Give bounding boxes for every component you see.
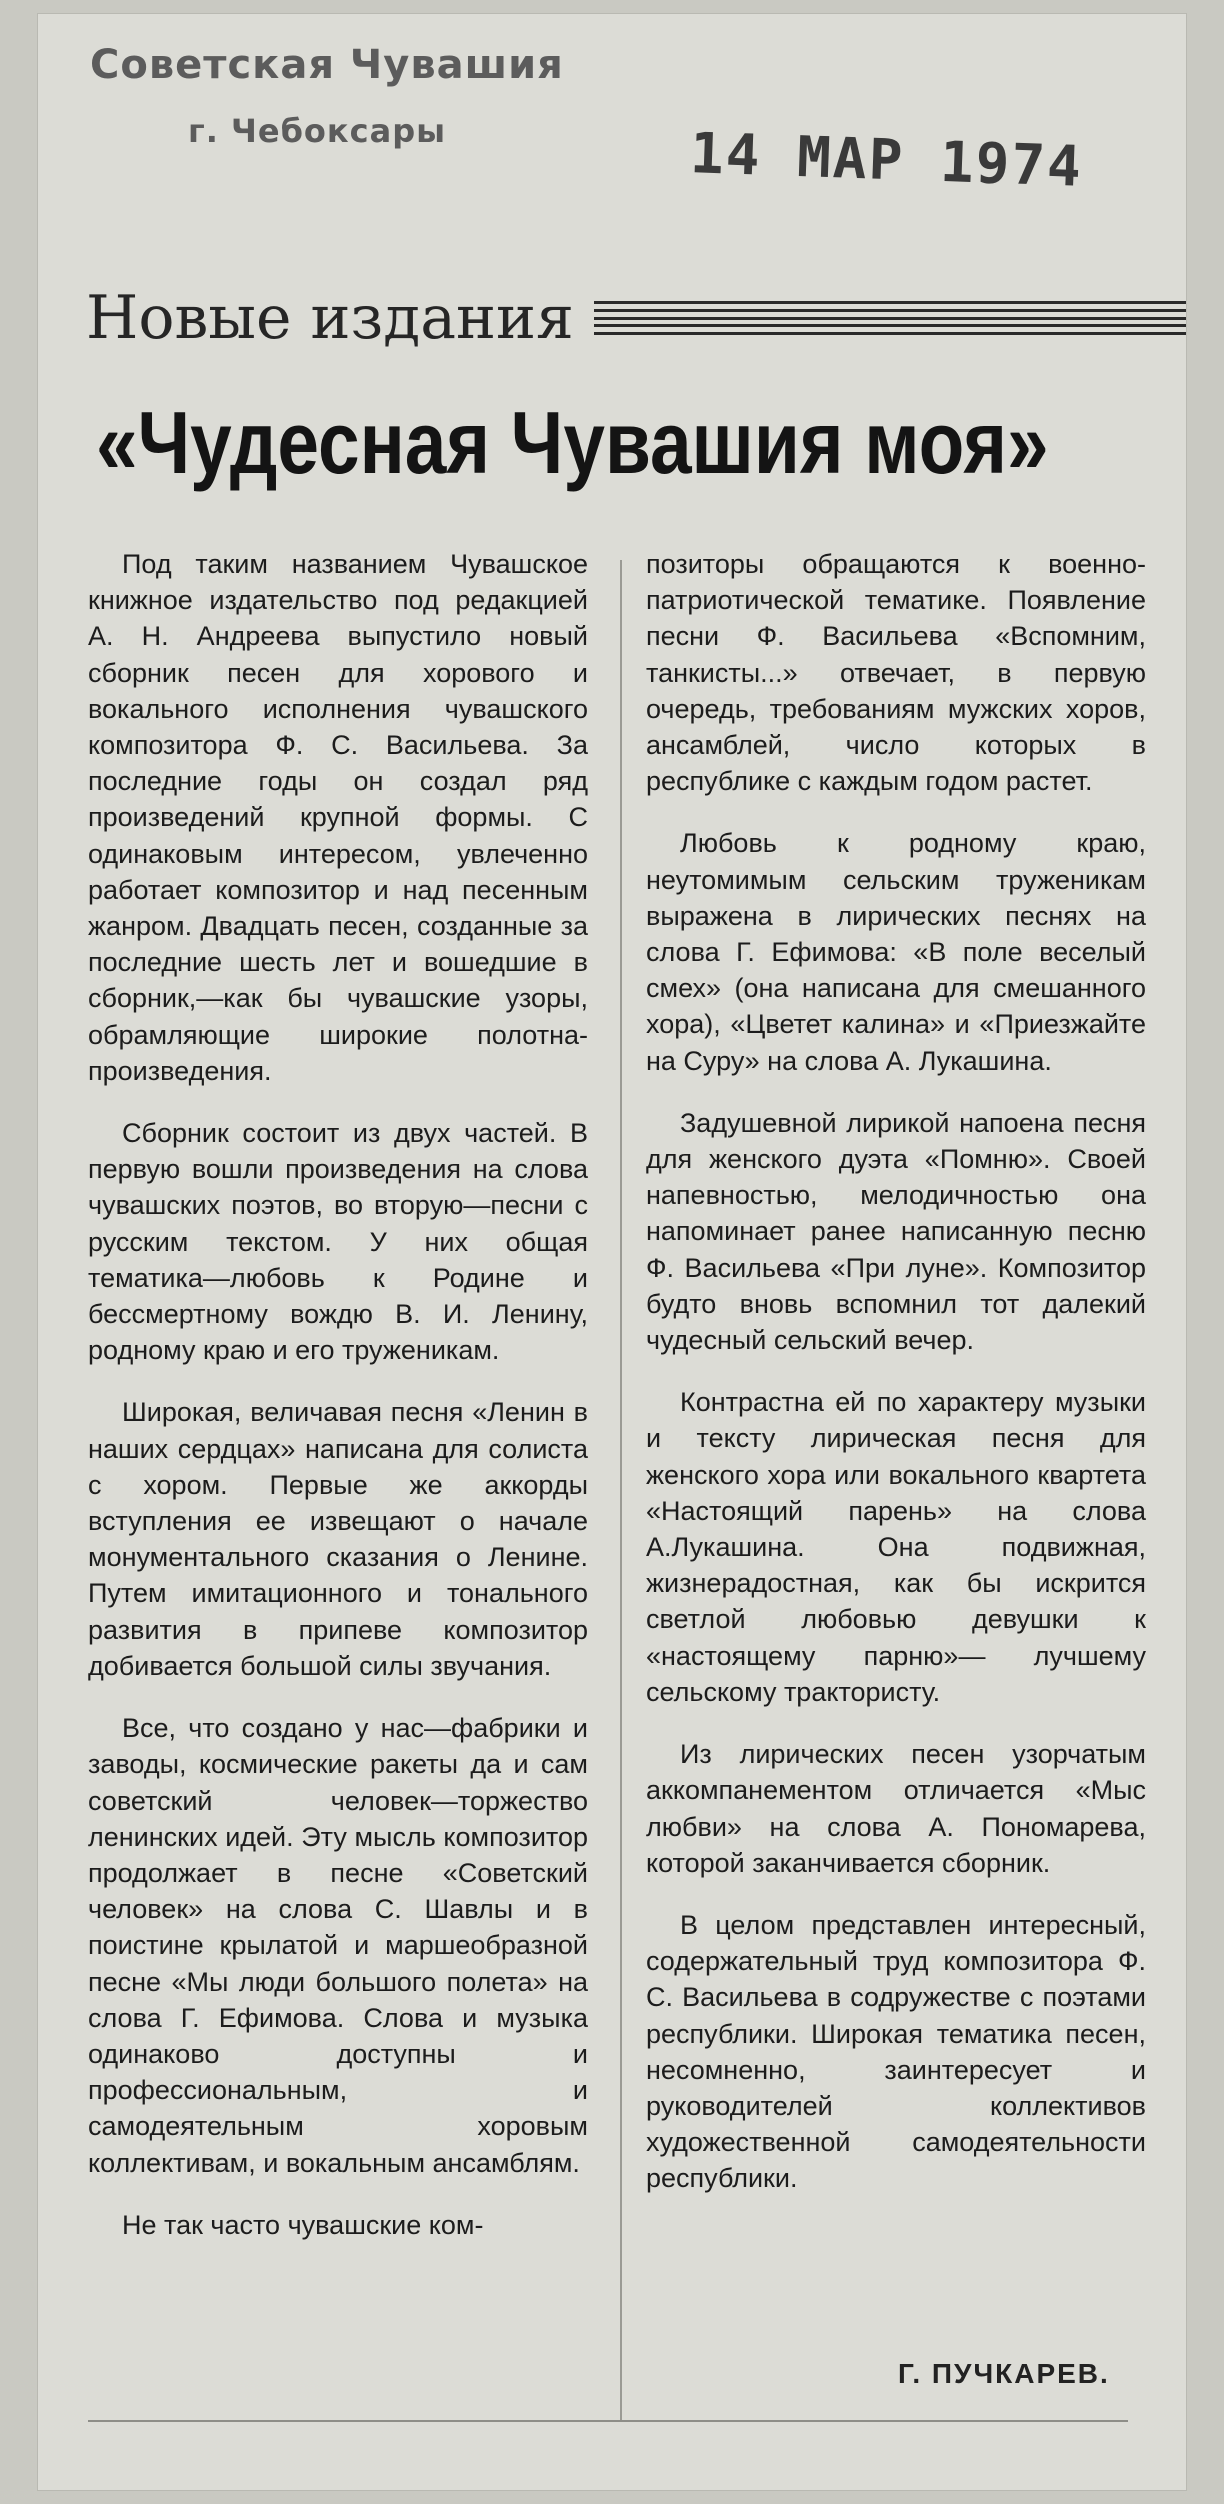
paragraph: позиторы обращаются к военно-патриотической тематике. Появление песни Ф. Васильева «Вспомним, танкисты...» отвечает, в первую очередь, требованиям мужских хоров, ансамблей, число которых в республике с каждым годом растет.	[646, 549, 1146, 797]
paragraph: Контрастна ей по характеру музыки и тексту лирическая песня для женского хора или вокального квартета «Настоящий парень» на слова А.Лукашина. Она подвижная, жизнерадостная, как бы искрится светлой любовью девушки к «настоящему парню»— лучшему сельскому трактористу.	[646, 1387, 1146, 1707]
city-stamp: г. Чебоксары	[188, 112, 447, 150]
article-headline: «Чудесная Чувашия моя»	[96, 393, 1049, 492]
paragraph: Задушевной лирикой напоена песня для женского дуэта «Помню». Своей напевностью, мелодичностью она напоминает ранее написанную песню Ф. Васильева «При луне». Композитор будто вновь вспомнил тот далекий чудесный сельский вечер.	[646, 1107, 1146, 1356]
newspaper-name-stamp: Советская Чувашия	[90, 42, 564, 88]
paragraph: Под таким названием Чувашское книжное издательство под редакцией А. Н. Андреева выпустило новый сборник песен для хорового и вокального исполнения чувашского композитора Ф. С. Васильева. За последние годы он создал ряд произведений крупной формы. С одинаковым интересом, увлеченно работает композитор и над песенным жанром. Двадцать песен, созданные за последние шесть лет и вошедшие в сборник,—как бы чувашские узоры, обрамляющие широкие полотна-произведения.	[88, 549, 588, 1086]
paragraph: Сборник состоит из двух частей. В первую вошли произведения на слова чувашских поэтов, во вторую—песни с русским текстом. У них общая тематика—любовь к Родине и бессмертному вождю В. И. Ленину, родному краю и его труженикам.	[88, 1118, 588, 1366]
paragraph: Все, что создано у нас—фабрики и заводы, космические ракеты да и сам советский человек—торжество ленинских идей. Эту мысль композитор продолжает в песне «Советский человек» на слова С. Шавлы и в поистине крылатой и маршеобразной песне «Мы люди большого полета» на слова Г. Ефимова. Слова и музыка одинаково доступны и профессиональным, и самодеятельным хоровым коллективам, и вокальным ансамблям.	[88, 1713, 588, 2178]
bottom-rule	[88, 2420, 1128, 2422]
paragraph: В целом представлен интересный, содержательный труд композитора Ф. С. Васильева в содружестве с поэтами республики. Широкая тематика песен, несомненно, заинтересует и руководителей коллективов художественной самодеятельности республики.	[646, 1909, 1146, 2194]
rubric-rule	[594, 301, 1186, 335]
rubric-title: Новые издания	[86, 283, 574, 353]
paragraph: Широкая, величавая песня «Ленин в наших сердцах» написана для солиста с хором. Первые же аккорды вступления ее извещают о начале монументального сказания о Ленине. Путем имитационного и тонального развития в припеве композитор добивается большой силы звучания.	[88, 1397, 588, 1681]
paragraph: Любовь к родному краю, неутомимым сельским труженикам выражена в лирических песнях на слова Г. Ефимова: «В поле веселый смех» (она написана для смешанного хора), «Цветет калина» и «Приезжайте на Суру» на слова А. Лукашина.	[646, 828, 1146, 1076]
paragraph: Не так часто чувашские ком-	[122, 2209, 484, 2240]
paragraph: Из лирических песен узорчатым аккомпанементом отличается «Мыс любви» на слова А. Пономарева, которой заканчивается сборник.	[646, 1739, 1146, 1878]
article-column-right	[646, 546, 1146, 2223]
rubric-header	[86, 278, 1186, 358]
article-column-left	[88, 546, 588, 2269]
column-divider	[620, 560, 622, 2420]
author-signature: Г. ПУЧКАРЕВ.	[898, 2358, 1110, 2389]
date-stamp: 14 МАР 1974	[688, 121, 1084, 200]
